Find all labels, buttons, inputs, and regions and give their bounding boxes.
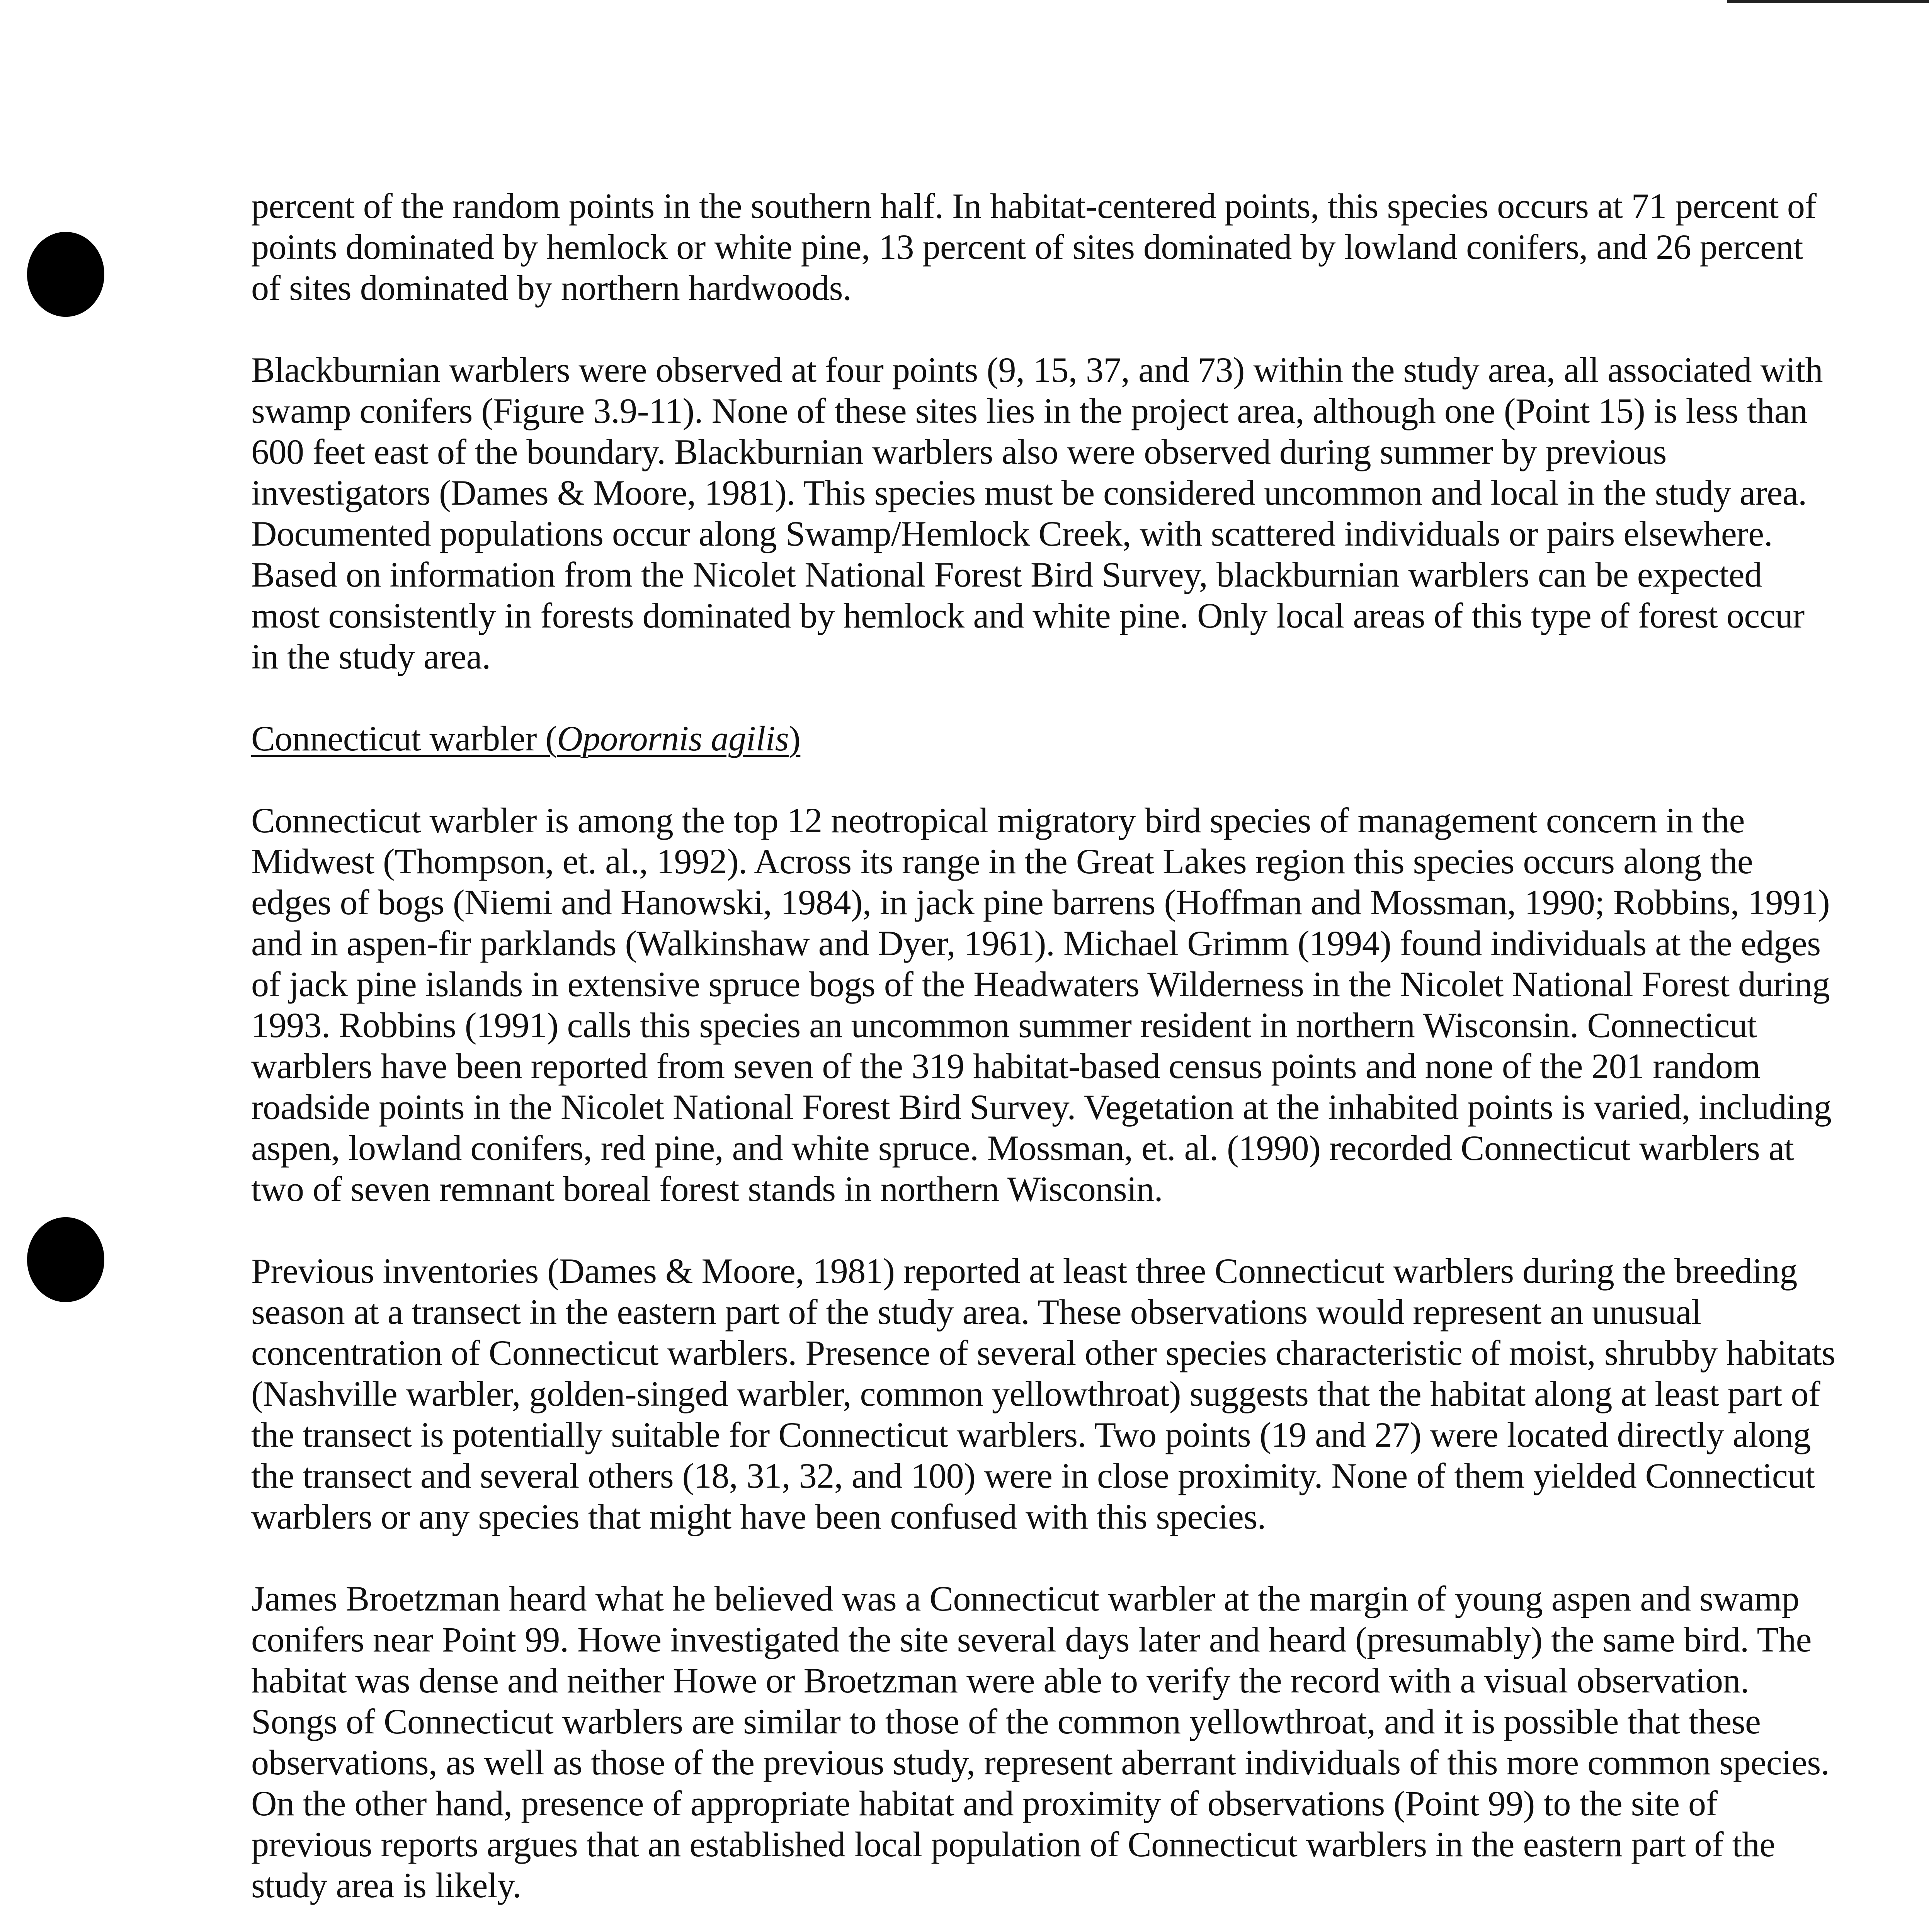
paragraph: James Broetzman heard what he believed was a Connecticut warbler at the margin of young aspen and swamp conifers near Point 99. Howe investigated the site several days later and heard (presumably) the same bird. The habitat was dense and neither Howe or Broetzman were able to verify the record with a visual observation. Songs of Connecticut warblers are similar to those of the common yellowthroat, and it is possible that these observations, as well as those of the previous study, represent aberrant individuals of this more common species. On the other hand, presence of appropriate habitat and proximity of observations (Point 99) to the site of previous reports argues that an established local population of Connecticut warblers in the eastern part of the study area is likely. xyxy=(251,1579,1830,1905)
heading-common-name: Connecticut warbler xyxy=(251,719,537,758)
top-edge-rule xyxy=(1727,0,1929,3)
paragraph: Previous inventories (Dames & Moore, 1981) reported at least three Connecticut warblers during the breeding season at a transect in the eastern part of the study area. These observations would represent an unusual concentration of Connecticut warblers. Presence of several other species characteristic of moist, shrubby habitats (Nashville warbler, golden-singed warbler, common yellowthroat) suggests that the habitat along at least part of the transect is potentially suitable for Connecticut warblers. Two points (19 and 27) were located directly along the transect and several others (18, 31, 32, and 100) were in close proximity. None of them yielded Connecticut warblers or any species that might have been confused with this species. xyxy=(251,1251,1835,1536)
paragraph: Connecticut warbler is among the top 12 neotropical migratory bird species of management concern in the Midwest (Thompson, et. al., 1992). Across its range in the Great Lakes region this species occurs along the edges of bogs (Niemi and Hanowski, 1984), in jack pine barrens (Hoffman and Mossman, 1990; Robbins, 1991) and in aspen-fir parklands (Walkinshaw and Dyer, 1961). Michael Grimm (1994) found individuals at the edges of jack pine islands in extensive spruce bogs of the Headwaters Wilderness in the Nicolet National Forest during 1993. Robbins (1991) calls this species an uncommon summer resident in northern Wisconsin. Connecticut warblers have been reported from seven of the 319 habitat-based census points and none of the 201 random roadside points in the Nicolet National Forest Bird Survey. Vegetation at the inhabited points is varied, including aspen, lowland conifers, red pine, and white spruce. Mossman, et. al. (1990) recorded Connecticut warblers at two of seven remnant boreal forest stands in northern Wisconsin. xyxy=(251,801,1832,1209)
heading-open-paren: ( xyxy=(545,719,557,758)
heading-scientific-name: Oporornis agilis xyxy=(557,719,789,758)
punch-hole xyxy=(27,232,104,317)
paragraph: Blackburnian warblers were observed at four points (9, 15, 37, and 73) within the study area, all associated with swamp conifers (Figure 3.9-11). None of these sites lies in the project area, although one (Point 15) is less than 600 feet east of the boundary. Blackburnian warblers also were observed during summer by previous investigators (Dames & Moore, 1981). This species must be considered uncommon and local in the study area. Documented populations occur along Swamp/Hemlock Creek, with scattered individuals or pairs elsewhere. Based on information from the Nicolet National Forest Bird Survey, blackburnian warblers can be expected most consistently in forests dominated by hemlock and white pine. Only local areas of this type of forest occur in the study area. xyxy=(251,350,1823,676)
section-heading xyxy=(251,718,1835,759)
document-body xyxy=(251,185,1835,1932)
heading-close-paren: ) xyxy=(789,719,801,758)
punch-hole xyxy=(27,1217,104,1302)
paragraph: percent of the random points in the southern half. In habitat-centered points, this species occurs at 71 percent of points dominated by hemlock or white pine, 13 percent of sites dominated by lowland conifers, and 26 percent of sites dominated by northern hardwoods. xyxy=(251,186,1817,308)
